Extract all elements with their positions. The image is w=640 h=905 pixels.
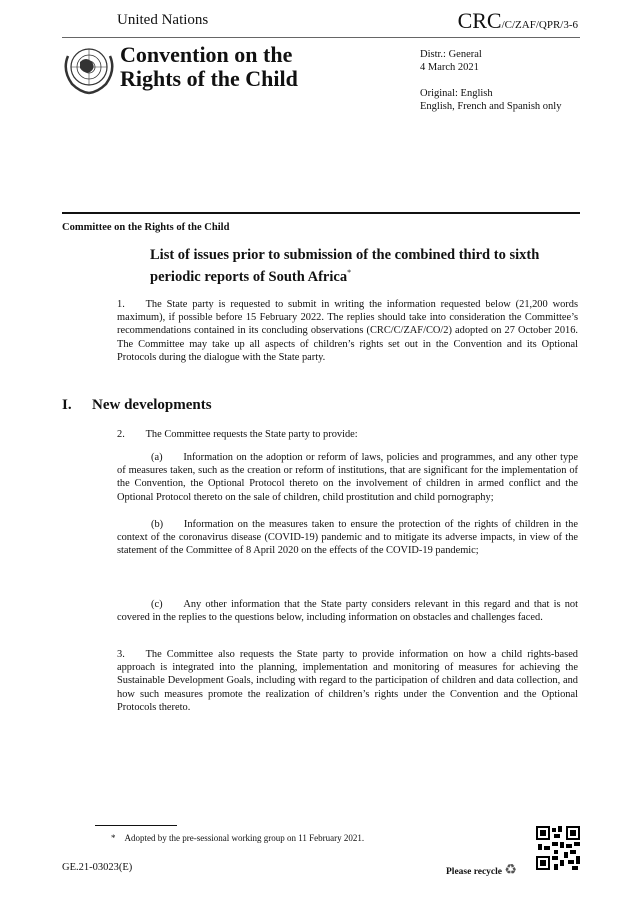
recycle-icon: ♻ [504, 863, 517, 878]
header-rule [62, 37, 580, 38]
original-language: Original: English [420, 88, 493, 99]
footnote: * Adopted by the pre-sessional working group on 11 February 2021. [111, 833, 365, 843]
paragraph-2b: (b) Information on the measures taken to ensure the protection of the rights of children in the context of the coronavirus disease (COVID-19) pandemic and to mitigate its adverse impacts, in view of the statement of the Committee of 8 April 2020 on the effects of the COVID-19 pandemic; [117, 519, 578, 557]
distribution-block [420, 48, 561, 113]
title-line-1: Convention on the [120, 42, 293, 67]
un-emblem-icon [62, 42, 116, 96]
document-date: 4 March 2021 [420, 62, 479, 73]
qr-code-icon [536, 826, 580, 870]
document-heading [150, 247, 550, 286]
paragraph-1: 1. The State party is requested to submit in writing the information requested below (21,200 words maximum), if possible before 15 February 2022. The replies should take into consideration the Committee’s recommendations contained in its concluding observations (CRC/C/ZAF/CO/2) adopted on 27 October 2016. The Committee may take up all aspects of children’s rights set out in the Convention and its Optional Protocols during the dialogue with the State party. [117, 299, 578, 363]
job-number: GE.21-03023(E) [62, 862, 133, 873]
recycle-text: Please recycle [446, 867, 502, 877]
section-number: I. [62, 397, 72, 413]
paragraph-2c: (c) Any other information that the State party considers relevant in this regard and that is not covered in the replies to the questions below, including information on obstacles and challenges faced. [117, 599, 578, 624]
paragraph-2: 2. The Committee requests the State party to provide: [117, 429, 358, 440]
section-title: New developments [92, 397, 212, 413]
languages: English, French and Spanish only [420, 101, 562, 112]
paragraph-3: 3. The Committee also requests the State party to provide information on how a child rights-based approach is integrated into the planning, implementation and monitoring of measures for achieving the Sustainable Development Goals, including with regard to the participation of children and data collection, and how such measures promote the realization of children’s rights under the Convention and the Optional Protocols thereto. [117, 649, 578, 713]
footnote-marker: * [347, 268, 352, 277]
committee-name: Committee on the Rights of the Child [62, 222, 230, 233]
title-line-2: Rights of the Child [120, 66, 298, 91]
section-heading [62, 397, 212, 414]
symbol-main: CRC [457, 8, 502, 33]
distr-label: Distr.: General [420, 49, 482, 60]
paragraph-2a: (a) Information on the adoption or reform of laws, policies and programmes, and any other type of measures taken, such as the creation or reform of institutions, that are significant for the implementation of the Convention, the Optional Protocol thereto on the involvement of children in armed conflict and the Optional Protocol thereto on the sale of children, child prostitution and child pornography; [117, 452, 578, 503]
document-title [120, 43, 298, 91]
footnote-rule [95, 825, 177, 826]
heading-text: List of issues prior to submission of the combined third to sixth periodic reports of South Africa [150, 247, 540, 285]
document-symbol [458, 8, 578, 34]
recycle-note [446, 862, 517, 879]
symbol-sub: /C/ZAF/QPR/3-6 [501, 19, 578, 31]
organization-name: United Nations [117, 12, 209, 28]
title-rule [62, 212, 580, 214]
